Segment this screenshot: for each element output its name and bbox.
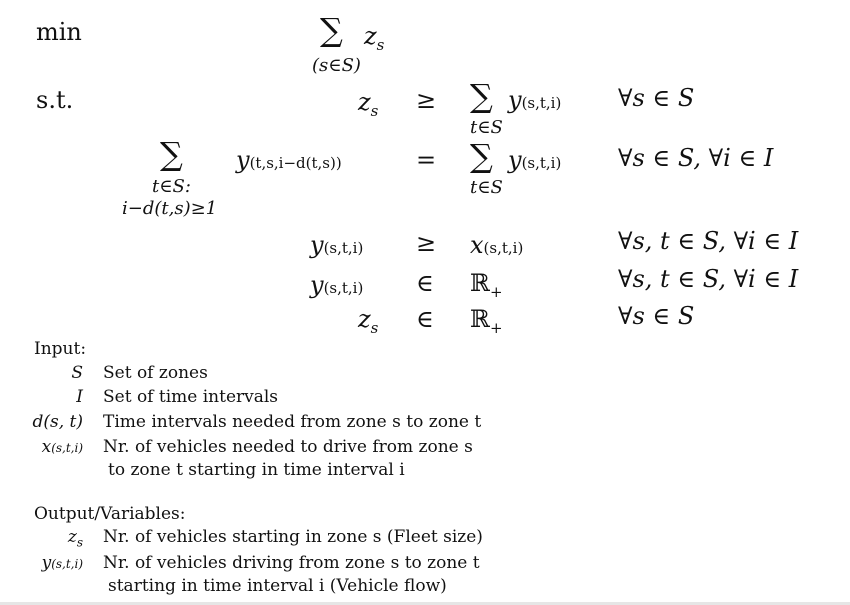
c4-lhs: y(s,t,i) [310, 271, 364, 299]
objective-term: $z_s$ [364, 22, 385, 54]
input-symbol-distance: d(s, t) [32, 412, 83, 432]
c4-relation: ∈ [416, 269, 434, 297]
c1-lhs: $z_s$ [358, 88, 379, 120]
c5-lhs: $z_s$ [358, 305, 379, 337]
input-desc-demand: Nr. of vehicles needed to drive from zone s [103, 437, 473, 457]
c3-lhs: y(s,t,i) [310, 231, 364, 259]
input-heading: Input: [34, 339, 87, 359]
output-symbol-fleet: $z_s$ [67, 527, 83, 550]
c1-quantifier: ∀s ∈ S [618, 84, 695, 112]
c3-rhs: x(s,t,i) [470, 231, 524, 259]
output-desc-flow-cont: starting in time interval i (Vehicle flow) [108, 576, 447, 596]
input-desc-intervals: Set of time intervals [103, 387, 279, 407]
constraints-keyword: s.t. [36, 86, 74, 114]
input-desc-distance: Time intervals needed from zone s to zone t [103, 412, 482, 432]
output-desc-fleet: Nr. of vehicles starting in zone s (Fleet size) [103, 527, 483, 547]
input-desc-demand-cont: to zone t starting in time interval i [108, 460, 405, 480]
objective-keyword: min [36, 18, 82, 46]
c2-rhs: y(s,t,i) [508, 146, 562, 174]
c1-rhs: y(s,t,i) [508, 86, 562, 114]
objective-sum-symbol: ∑ [320, 11, 343, 49]
input-symbol-zones: S [71, 363, 83, 383]
input-symbol-demand: x(s,t,i) [41, 437, 83, 457]
output-desc-flow: Nr. of vehicles driving from zone s to zone t [103, 553, 480, 573]
c2-relation: = [416, 146, 437, 174]
c5-rhs: ℝ$_+$ [470, 305, 503, 337]
output-symbol-flow: y(s,t,i) [41, 553, 83, 573]
c1-sum-symbol: ∑ [470, 77, 493, 115]
c2-lhs: y(t,s,i−d(t,s)) [236, 146, 342, 174]
objective-sum-limit: (s∈S) [312, 55, 361, 76]
c3-quantifier: ∀s, t ∈ S, ∀i ∈ I [618, 227, 799, 255]
c2-rhs-sum-limit: t∈S [470, 177, 503, 198]
c2-rhs-sum-symbol: ∑ [470, 137, 493, 175]
c3-relation: ≥ [416, 229, 437, 257]
c2-sum-symbol: ∑ [160, 135, 183, 173]
c1-relation: ≥ [416, 86, 437, 114]
c2-sum-limit-1: t∈S: [152, 176, 191, 197]
c1-sum-limit: t∈S [470, 117, 503, 138]
c4-rhs: ℝ$_+$ [470, 269, 503, 301]
c4-quantifier: ∀s, t ∈ S, ∀i ∈ I [618, 265, 799, 293]
input-desc-zones: Set of zones [103, 363, 208, 383]
input-symbol-intervals: I [76, 387, 83, 407]
c2-quantifier: ∀s ∈ S, ∀i ∈ I [618, 144, 774, 172]
c2-sum-limit-2: i−d(t,s)≥1 [122, 198, 218, 219]
c5-quantifier: ∀s ∈ S [618, 302, 695, 330]
c5-relation: ∈ [416, 305, 434, 333]
output-heading: Output/Variables: [34, 504, 186, 524]
